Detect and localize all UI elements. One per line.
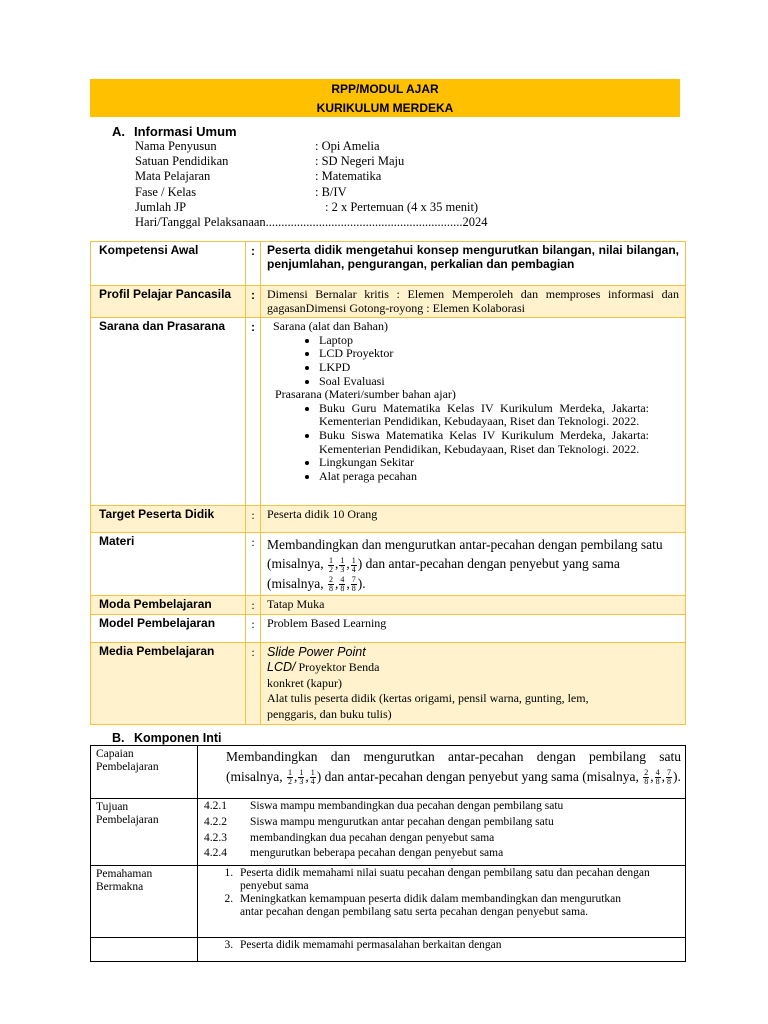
fraction-denominator: 8 [329,584,333,593]
core-components-table [90,745,686,962]
objective-number: 4.2.4 [204,847,227,860]
table-row-profil [91,286,686,318]
media-item: Slide Power Point [267,644,366,659]
fraction-numerator: 2 [329,575,333,584]
row-colon: : [246,533,261,596]
list-item [204,832,681,848]
objective-number: 4.2.3 [204,831,227,844]
list-item: • Buku Guru Matematika Kelas IV Kurikulum Merdeka, Jakarta: Kementerian Pendidikan, Kebudayaan, Riset dan Teknologi. 2022. [319,402,649,429]
list-item: • Soal Evaluasi [319,375,679,389]
materi-text-part: Membandingkan dan mengurutkan antar-pecahan dengan pembilang satu (misalnya, [267,537,663,572]
fraction-denominator: 4 [310,777,315,787]
fraction [643,769,649,786]
list-item: 2. Meningkatkan kemampuan peserta didik dalam membandingkan dan mengurutkan antar pecahan dengan pembilang satu serta pecahan dengan penyebut sama. [236,893,681,919]
table-row-materi [91,533,686,596]
fraction-denominator: 8 [655,777,660,787]
capaian-text-part: ) dan antar-pecahan dengan penyebut yang sama (misalnya, [316,769,643,784]
fraction-numerator: 2 [644,768,649,778]
fraction [328,557,334,574]
document-subtitle: KURIKULUM MERDEKA [316,101,454,115]
fraction [328,576,334,593]
info-value: : SD Negeri Maju [315,154,405,169]
document-title-banner [90,79,680,117]
row-label: Model Pembelajaran [91,614,246,642]
info-label: Mata Pelajaran [135,169,211,184]
fraction-denominator: 2 [329,564,333,574]
row-colon: : [246,642,261,725]
row-value: Dimensi Bernalar kritis : Elemen Memperoleh dan memproses informasi dan gagasanDimensi Gotong-royong : Elemen Kolaborasi [267,287,679,315]
list-item: 1. Peserta didik memahami nilai suatu pecahan dengan pembilang satu dan pecahan dengan penyebut sama [236,867,681,893]
objective-number: 4.2.1 [204,800,227,812]
list-item: • Lingkungan Sekitar [319,456,649,470]
row-value: Peserta didik mengetahui konsep mengurutkan bilangan, nilai bilangan, penjumlahan, pengurangan, perkalian dan pembagian [267,243,679,271]
fraction-denominator: 4 [351,564,356,574]
capaian-text-part: ). [672,769,681,784]
fraction-numerator: 7 [666,768,671,778]
row-label: Capaian Pembelajaran [91,746,198,799]
fraction-numerator: 7 [351,575,356,584]
fraction-numerator: 4 [340,575,345,584]
table-row-kompetensi [91,242,686,286]
fraction-denominator: 8 [644,777,649,787]
row-value: Problem Based Learning [261,614,686,642]
table-row-model [91,614,686,642]
info-value: : Matematika [315,169,382,184]
table-row-pemahaman [91,866,686,938]
fraction [298,769,304,786]
objective-text: mengurutkan beberapa pecahan dengan penyebut sama [250,847,504,860]
table-row-target [91,506,686,533]
row-value: Peserta didik 10 Orang [261,506,686,533]
info-label: Jumlah JP [135,199,187,214]
materi-text-part: ) dan antar-pecahan dengan penyebut yang sama (misalnya, [267,556,620,591]
info-row-hours [135,200,488,215]
info-row-phase [135,185,488,200]
info-label: Nama Penyusun [135,139,217,153]
section-a-letter: A. [112,124,125,139]
fraction-numerator: 1 [329,555,333,565]
fraction [339,557,345,574]
section-a-title: Informasi Umum [134,124,237,139]
objective-text: Siswa mampu membandingkan dua pecahan dengan pembilang satu [250,800,564,812]
table-row-tujuan [91,799,686,866]
row-colon: : [246,596,261,615]
fraction-numerator: 1 [288,768,292,778]
list-item: • LCD Proyektor [319,347,679,361]
info-row-date [135,215,488,230]
document-title: RPP/MODUL AJAR [331,82,439,96]
fraction-denominator: 8 [340,584,345,593]
understanding-list-continued [204,939,681,952]
fraction-denominator: 3 [340,564,345,574]
table-row-capaian [91,746,686,799]
list-item [204,800,681,816]
info-row-school [135,154,488,169]
row-colon: : [246,318,261,506]
info-date-label: Hari/Tanggal Pelaksanaan...............................................................2024 [135,214,488,229]
fraction [666,769,672,786]
row-value: Tatap Muka [261,596,686,615]
list-item: • Alat peraga pecahan [319,470,649,484]
row-label: Sarana dan Prasarana [91,318,246,506]
row-label: Profil Pelajar Pancasila [91,286,246,318]
info-label: Fase / Kelas [135,184,197,199]
fraction-denominator: 8 [351,584,356,593]
general-info-list [135,139,488,230]
info-label: Satuan Pendidikan [135,154,229,169]
row-label-empty [91,938,198,962]
list-item: • Laptop [319,334,679,348]
row-colon: : [246,614,261,642]
fraction-numerator: 1 [299,768,304,778]
row-colon: : [246,242,261,286]
fraction-denominator: 2 [288,777,292,787]
fraction [655,769,661,786]
info-row-subject [135,169,488,184]
list-item: 3. Peserta didik memamahi permasalahan berkaitan dengan [236,939,681,952]
section-b-letter: B. [112,731,125,745]
table-row-sarana [91,318,686,506]
fraction [310,769,316,786]
list-item: • Buku Siswa Matematika Kelas IV Kurikulum Merdeka, Jakarta: Kementerian Pendidikan, Kebudayaan, Riset dan Teknologi. 2022. [319,429,649,456]
list-item [204,847,681,863]
info-row-author [135,139,488,154]
table-row-continued [91,938,686,962]
row-label: Media Pembelajaran [91,642,246,725]
section-b-title: Komponen Inti [134,731,222,745]
row-label: Target Peserta Didik [91,506,246,533]
info-value: : 2 x Pertemuan (4 x 35 menit) [325,199,479,214]
fraction-denominator: 3 [299,777,304,787]
sarana-list [267,334,679,388]
general-info-table [90,241,686,725]
media-item: LCD/ [267,660,296,675]
understanding-list [204,867,681,919]
table-row-media [91,642,686,725]
prasarana-heading: Prasarana (Materi/sumber bahan ajar) [275,387,456,402]
objective-text: membandingkan dua pecahan dengan penyebut sama [250,831,495,844]
fraction-numerator: 1 [340,555,345,565]
row-colon: : [246,286,261,318]
fraction [351,576,357,593]
capaian-text: Membandingkan dan mengurutkan antar-pecahan dengan pembilang satu (misalnya, $\frac{1}{2}$ , $\frac{1}{3}$ , $\frac{1}{4}$ ) dan antar-pecahan dengan penyebut yang sama (misalnya, $\frac{2}{8}$ , $\frac{4}{8}$ , $\frac{7}{8}$ ). [226,749,681,787]
materi-text-part: ). [357,575,366,591]
sarana-heading: Sarana (alat dan Bahan) [273,319,388,334]
prasarana-list [267,402,679,484]
row-label: Moda Pembelajaran [91,596,246,615]
info-value: : B/IV [315,184,347,199]
list-item: • LKPD [319,361,679,375]
row-label: Pemahaman Bermakna [91,866,198,938]
objective-number: 4.2.2 [204,815,227,828]
row-colon: : [246,506,261,533]
section-a-heading [112,124,237,139]
fraction-numerator: 1 [351,555,356,565]
row-label: Materi [91,533,246,596]
row-label: Tujuan Pembelajaran [91,799,198,866]
info-value: : Opi Amelia [315,139,380,153]
materi-text: Membandingkan dan mengurutkan antar-pecahan dengan pembilang satu (misalnya, $\frac{1}{2}$ , $\frac{1}{3}$ , $\frac{1}{4}$ ) dan antar-pecahan dengan penyebut yang sama (misalnya, $\frac{2}{8}$ , $\frac{4}{8}$ , $\frac{7}{8}$ ). [267,537,663,593]
media-item: Proyektor Benda [295,660,380,675]
objective-text: Siswa mampu mengurutkan antar pecahan dengan pembilang satu [250,815,554,828]
list-item [204,816,681,832]
fraction [339,576,345,593]
table-row-moda [91,596,686,615]
fraction-numerator: 4 [655,768,660,778]
fraction [287,769,293,786]
fraction-denominator: 8 [666,777,671,787]
fraction [351,557,357,574]
media-item: Alat tulis peserta didik (kertas origami, pensil warna, gunting, lem, penggaris, dan buku tulis) [267,691,589,721]
capaian-text-part: Membandingkan dan mengurutkan antar-pecahan dengan pembilang satu (misalnya, [226,749,681,784]
media-item: konkret (kapur) [267,675,342,690]
fraction-numerator: 1 [310,768,315,778]
row-label: Kompetensi Awal [91,242,246,286]
section-b-heading [112,731,222,745]
